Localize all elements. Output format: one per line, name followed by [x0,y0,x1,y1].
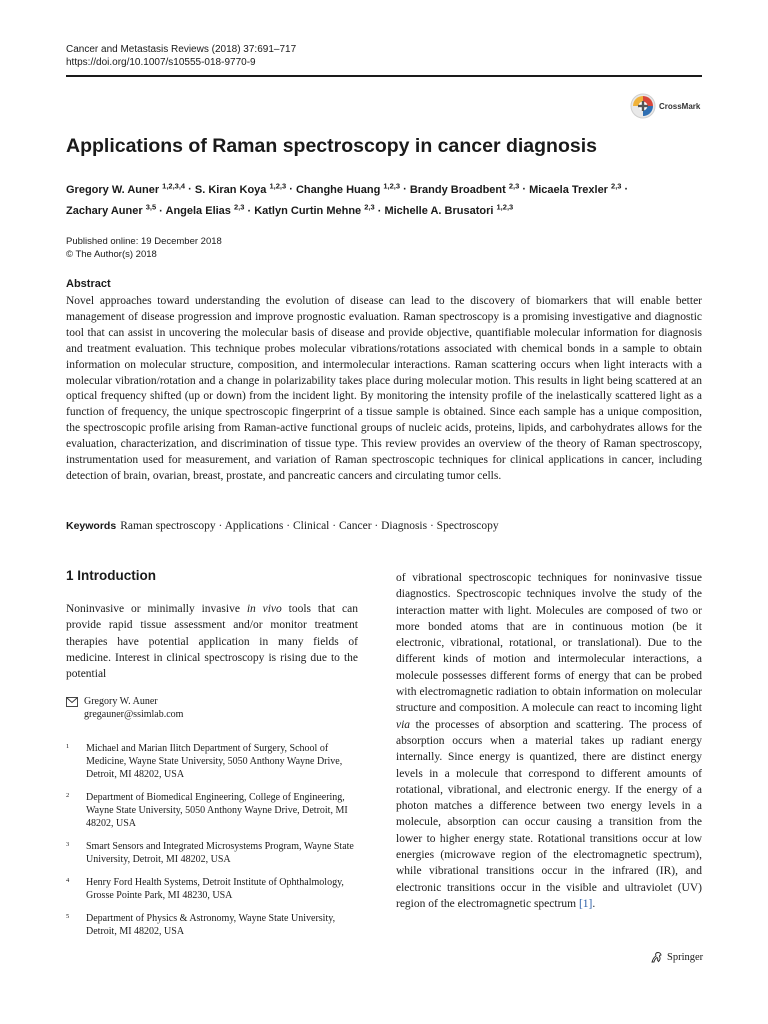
affiliation-5 [66,912,358,938]
author-affiliation-marker: 1,2,3 [383,181,401,190]
corresponding-author-email[interactable]: gregauner@ssimlab.com [84,709,184,720]
affiliation-3 [66,840,358,866]
header-rule [66,75,702,77]
corresponding-author [66,695,183,721]
author-affiliation-marker: 2,3 [611,181,622,190]
intro-paragraph-left: Noninvasive or minimally invasive in vivo tools that can provide rapid tissue assessment and/or monitor treatment therapies have potential application in many fields of medicine. Interest in clinical spectroscopy is rising due to the potential [66,603,358,681]
intro-paragraph-right: of vibrational spectroscopic techniques for noninvasive tissue diagnostics. Spectroscopic techniques involve the study of the interaction matter with light. Molecules are composed of two or more bonded atoms that are in continuous motion (be it electronic, vibrational, rotational, or translational). Due to the different kinds of motion and intermolecular interactions, a molecule possesses different forms of energy that can be probed with electromagnetic radiation to obtain information on molecular structure and composition. A molecule can react to incoming light via the processes of absorption and scattering. The process of absorption occurs when a material takes up radiant energy internally. Since energy is quantized, there are distinct energy levels in a molecule that correspond to different amounts of rotational, vibrational, and electronic energy. If the energy of a photon matches a difference between two energy levels in a molecule, absorption can occur causing a transition from the lower to higher energy state. Rotational transitions occur at low energies (microwave region of the electromagnetic spectrum), while vibrational transitions occur in the infrared (IR), and electronic transitions occur in the visible and ultraviolet (UV) region of the electromagnetic spectrum [1]. [396,572,702,910]
crossmark-badge[interactable] [630,93,700,119]
author-1 [66,181,186,196]
author-5 [529,181,622,196]
affiliation-2 [66,791,358,830]
author-name: Zachary Auner [66,205,143,218]
keywords-label: Keywords [66,520,117,532]
affiliation-text: Michael and Marian Ilitch Department of Surgery, School of Medicine, Wayne State University, 5050 Anthony Wayne Drive, Detroit, MI 48202, USA [86,743,343,780]
author-name: Brandy Broadbent [409,183,506,196]
author-name: Changhe Huang [295,183,381,196]
author-affiliation-marker: 1,2,3,4 [162,181,186,190]
author-affiliation-marker: 2,3 [364,202,375,212]
author-affiliation-marker: 1,2,3 [269,181,287,190]
abstract-body: Novel approaches toward understanding the evolution of disease can lead to the discovery of biomarkers that will enable better management of disease progression and improve prognostic evaluation. Raman spectroscopy is a promising investigative and diagnostic tool that can assist in uncovering the molecular basis of disease and provide objective, quantifiable molecular information for diagnosis and treatment evaluation. This technique probes molecular vibrations/rotations associated with chemical bonds in a sample to obtain information on molecular structure, composition, and intermolecular interactions. Raman scattering occurs when light interacts with a molecular vibration/rotation and a change in polarizability takes place during molecular motion. This results in light being scattered at an optical frequency shifted (up or down) from the incident light. By monitoring the intensity profile of the inelastically scattered light as a function of frequency, the unique spectroscopic fingerprint of a tissue sample is obtained. Since each sample has a unique composition, the spectroscopic profile arising from Raman-active functional groups of nucleic acids, proteins, lipids, and carbohydrates allows for the evaluation, characterization, and discrimination of tissue type. This review provides an overview of the theory of Raman spectroscopy, instrumentation used for measurement, and variation of Raman spectroscopic techniques for clinical applications in cancer, including detection of brain, ovarian, breast, prostate, and pancreatic cancers and circulating tumor cells. [66,295,702,482]
author-7 [165,202,245,218]
author-name: S. Kiran Koya [194,183,267,196]
affiliation-number: 1 [66,743,70,750]
affiliation-number: 2 [66,792,70,799]
affiliation-4 [66,876,358,902]
author-6 [66,202,157,218]
keywords-line [66,519,499,534]
journal-header [66,43,296,69]
keywords-list: Raman spectroscopy · Applications · Clinical · Cancer · Diagnosis · Spectroscopy [120,520,499,532]
copyright-notice: © The Author(s) 2018 [66,249,157,260]
citation-link[interactable]: [1] [578,897,593,910]
affiliation-text: Department of Biomedical Engineering, College of Engineering, Wayne State University, 5050 Anthony Wayne Drive, Detroit, MI 48202, USA [86,792,348,829]
affiliation-text: Henry Ford Health Systems, Detroit Institute of Ophthalmology, Grosse Pointe Park, MI 48230, USA [86,877,344,901]
affiliation-text: Smart Sensors and Integrated Microsystems Program, Wayne State University, Detroit, MI 48202, USA [86,841,354,865]
publisher-name: Springer [667,952,704,963]
author-4 [409,181,520,196]
crossmark-icon [630,93,656,119]
author-name: Katlyn Curtin Mehne [254,205,362,218]
publication-info [66,235,222,261]
author-list: Gregory W. Auner $^{1,2,3,4}$ · S. Kiran Koya $^{1,2,3}$ · Changhe Huang $^{1,2,3}$ · Brandy Broadbent $^{2,3}$ · Micaela Trexler $^{2,3}$ · Zachary Auner $^{3,5}$ · Angela Elias $^{2,3}$ · Katlyn Curtin Mehne $^{2,3}$ · Michelle A. Brusatori $^{1,2,3}$ [66,181,629,218]
crossmark-label: CrossMark [659,101,701,111]
affiliation-number: 3 [66,841,70,848]
author-name: Michelle A. Brusatori [384,205,494,218]
journal-citation: Cancer and Metastasis Reviews (2018) 37:691–717 [66,44,297,55]
author-8 [254,202,375,218]
author-affiliation-marker: 1,2,3 [496,202,514,212]
author-affiliation-marker: 2,3 [508,181,520,190]
doi-link[interactable]: https://doi.org/10.1007/s10555-018-9770-9 [66,57,256,68]
affiliations-list [66,742,358,948]
author-name: Micaela Trexler [529,183,608,196]
author-3 [295,181,401,196]
affiliation-1 [66,742,358,781]
affiliation-number: 4 [66,877,70,884]
author-affiliation-marker: 2,3 [233,202,245,212]
author-9 [384,202,514,218]
author-name: Angela Elias [165,205,231,218]
publisher-logo [650,951,703,964]
published-date: Published online: 19 December 2018 [66,236,222,247]
springer-horse-icon [650,951,663,964]
abstract-heading: Abstract [66,278,111,290]
article-title: Applications of Raman spectroscopy in cancer diagnosis [66,135,597,157]
envelope-icon [66,697,78,707]
corresponding-author-name: Gregory W. Auner [84,696,158,707]
affiliation-text: Department of Physics & Astronomy, Wayne State University, Detroit, MI 48202, USA [86,913,336,937]
author-name: Gregory W. Auner [66,183,160,196]
author-2 [194,181,287,196]
affiliation-number: 5 [66,913,70,920]
author-affiliation-marker: 3,5 [145,202,157,212]
section-heading-introduction: 1 Introduction [66,568,156,583]
